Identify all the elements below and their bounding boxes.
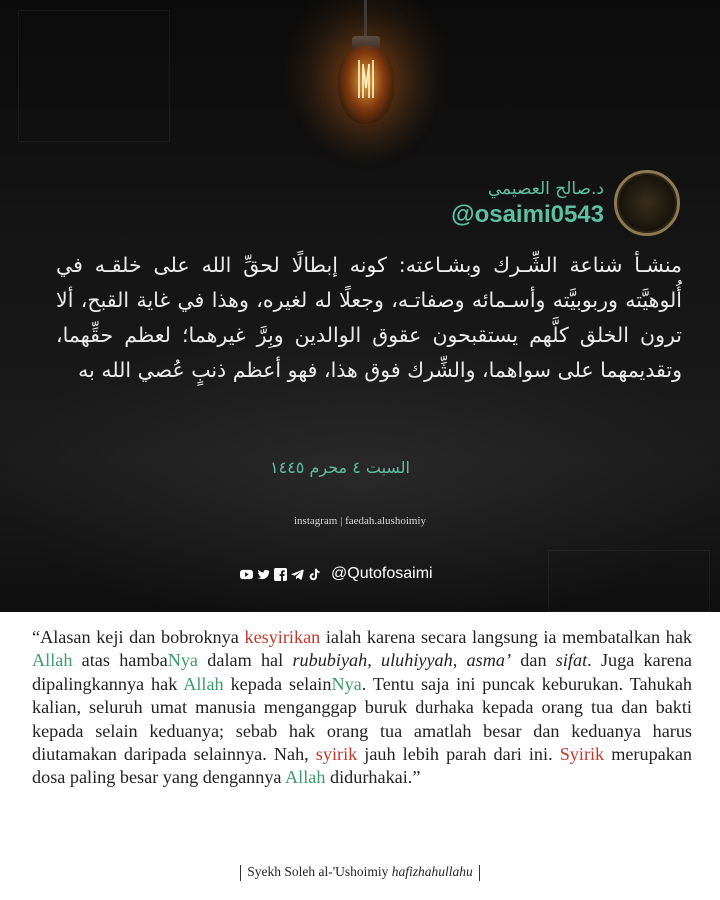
twitter-icon[interactable] <box>257 568 270 581</box>
quote-highlight-green: Allah <box>285 767 326 788</box>
quote-highlight-red: Syirik <box>559 744 605 765</box>
quote-text: dan <box>511 650 556 671</box>
divider <box>240 865 241 881</box>
author-name-arabic: د.صالح العصيمي <box>487 179 604 199</box>
quote-text: dalam hal <box>198 650 293 671</box>
social-row <box>240 565 433 583</box>
telegram-icon[interactable] <box>291 568 304 581</box>
quote-text: kepada selain <box>223 673 332 694</box>
attribution-honorific: hafizhahullahu <box>391 864 473 879</box>
author-names <box>451 177 604 229</box>
quote-text: merupakan dosa paling besar yang dengannya <box>32 744 693 788</box>
quote-text: “Alasan keji dan bobroknya <box>32 627 245 647</box>
decorative-frame <box>18 10 170 142</box>
quote-highlight-green: Nya <box>331 673 362 694</box>
quote-highlight-green: Nya <box>167 650 199 671</box>
quote-text: didurhakai.” <box>325 767 421 788</box>
instagram-credit: instagram | faedah.alushoimiy <box>293 515 427 527</box>
quote-highlight-red: kesyirikan <box>244 627 321 647</box>
author-handle[interactable]: @osaimi0543 <box>451 201 604 228</box>
quote-italic: sifat <box>555 650 588 671</box>
arabic-quote: منشـأ شناعة الشِّـرك وبشـاعته: كونه إبطالًا لحقِّ الله على خلقـه في أُلوهيَّته وربوبيَّته وأسـمائه وصفاتـه، وجعلًا له لغيره، وهذا في غاية القبح، ألا ترون الخلق كلَّهم يستقبحون عقوق الوالدين وبِرَّ غيرهما؛ لعظم حقِّهما، وتقديمهما على سواهما، والشِّرك فوق هذا، فهو أعظم ذنبٍ عُصي الله به <box>56 253 682 382</box>
quote-text: . Tentu saja ini puncak keburukan. Tahukah kalian, seluruh umat manusia menganggap buruk durhaka kepada orang tua dan bakti kepada selain keduanya; sebab hak orang tua amatlah besar dan keduanya harus diutamakan daripada selainnya. Nah, <box>32 673 692 765</box>
quote-text: ialah karena secara langsung ia membatalkan hak <box>320 627 692 647</box>
facebook-icon[interactable] <box>274 568 287 581</box>
quote-text: atas hamba <box>72 650 168 671</box>
divider <box>479 865 480 881</box>
filament-icon <box>356 58 376 102</box>
tiktok-icon[interactable] <box>308 568 321 581</box>
attribution-name: Syekh Soleh al-'Ushoimiy <box>247 864 389 879</box>
hijri-date: السبت ٤ محرم ١٤٤٥ <box>270 458 410 477</box>
quote-highlight-green: Allah <box>32 650 73 671</box>
decorative-frame <box>548 550 710 612</box>
translation-quote <box>32 626 692 790</box>
social-handle[interactable]: @Qutofosaimi <box>331 565 433 582</box>
translation-panel <box>0 612 720 900</box>
quote-text: . Juga karena dipalingkannya hak <box>32 650 692 694</box>
youtube-icon[interactable] <box>240 568 253 581</box>
calligraphy-seal-avatar <box>614 170 680 236</box>
attribution <box>0 864 720 881</box>
quote-italic: rububiyah, uluhiyyah, asma’ <box>292 650 512 671</box>
quote-highlight-red: syirik <box>315 744 358 765</box>
quote-text: jauh lebih parah dari ini. <box>357 744 560 765</box>
quote-highlight-green: Allah <box>183 673 224 694</box>
author-header <box>451 170 680 236</box>
